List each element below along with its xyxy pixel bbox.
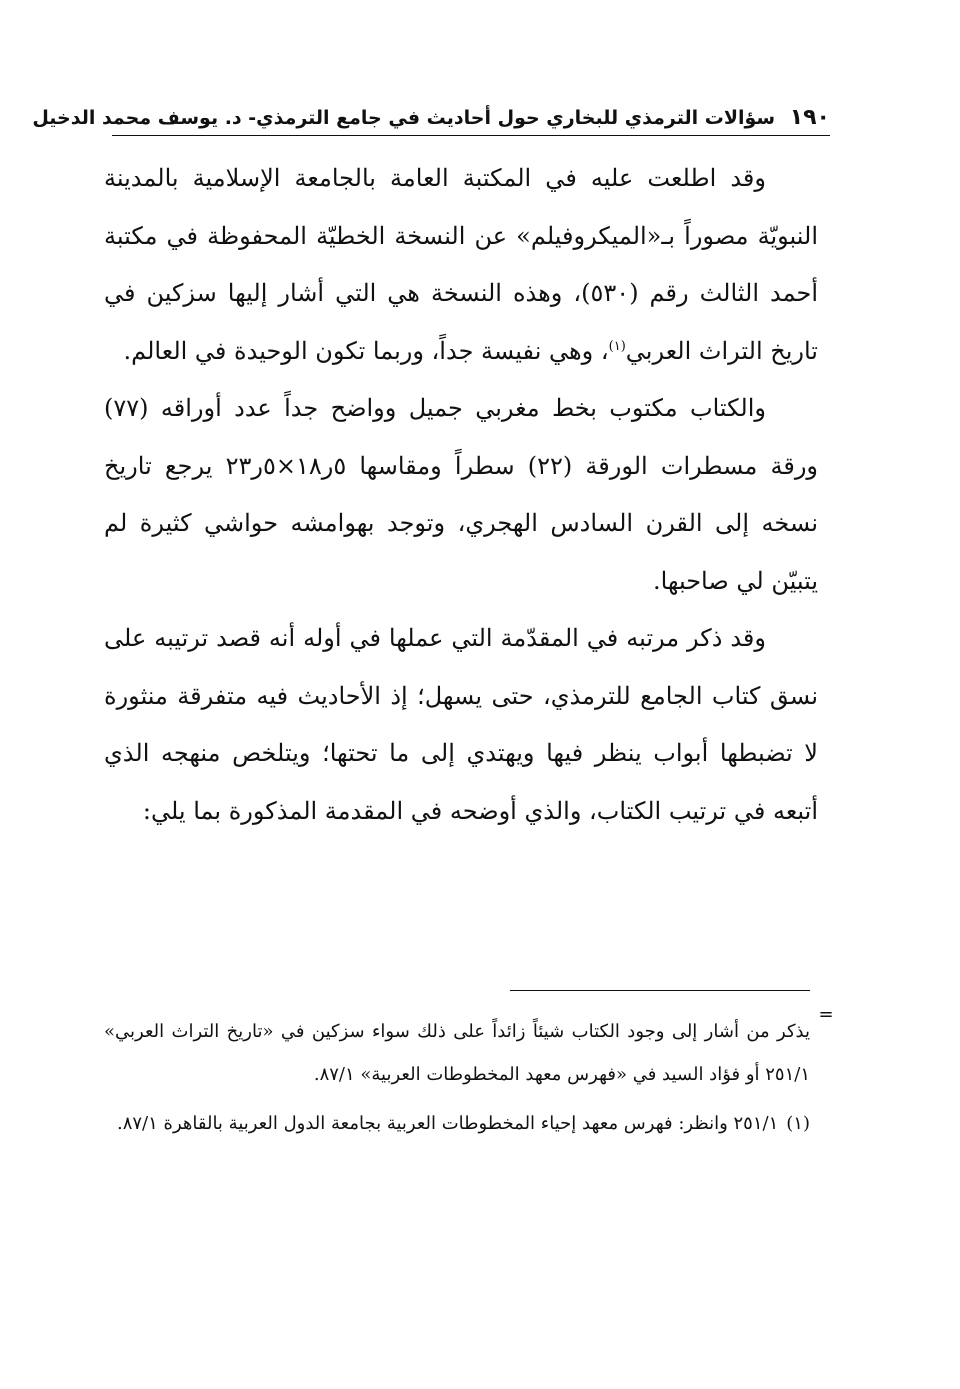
header-rule [112, 135, 830, 136]
footnote-continued: يذكر من أشار إلى وجود الكتاب شيئاً زائداً على ذلك سواء سزكين في «تاريخ التراث العربي» ٢٥١/١ أو فؤاد السيد في «فهرس معهد المخطوطات العربية» ٨٧/١. [104, 1021, 810, 1085]
footnote-reference-1[interactable]: (١) [608, 338, 626, 354]
paragraph-1-text-a: وقد اطلعت عليه في المكتبة العامة بالجامعة الإسلامية بالمدينة النبويّة مصوراً بـ«الميكروفيلم» عن النسخة الخطيّة المحفوظة في مكتبة أحمد الثالث رقم (٥٣٠)، وهذه النسخة هي التي أشار إليها سزكين في تاريخ التراث العربي [104, 164, 818, 365]
paragraph-3: وقد ذكر مرتبه في المقدّمة التي عملها في أوله أنه قصد ترتيبه على نسق كتاب الجامع للترمذي، حتى يسهل؛ إذ الأحاديث فيه متفرقة منثورة لا تضبطها أبواب ينظر فيها ويهتدي إلى ما تحتها؛ ويتلخص منهجه الذي أتبعه في ترتيب الكتاب، والذي أوضحه في المقدمة المذكورة بما يلي: [104, 624, 818, 825]
footnote-separator [510, 990, 810, 991]
running-title: سؤالات الترمذي للبخاري حول أحاديث في جامع الترمذي- د. يوسف محمد الدخيل [32, 107, 776, 129]
footnote-continuation-mark: = [818, 1004, 834, 1025]
paragraph-1 [104, 150, 818, 380]
footnote-1-text: ٢٥١/١ وانظر: فهرس معهد إحياء المخطوطات العربية بجامعة الدول العربية بالقاهرة ٨٧/١. [116, 1113, 779, 1134]
footnotes [104, 1010, 810, 1145]
paragraph-2: والكتاب مكتوب بخط مغربي جميل وواضح جداً عدد أوراقه (٧٧) ورقة مسطرات الورقة (٢٢) سطراً ومقاسها ٥ر١٨×٥ر٢٣ يرجع تاريخ نسخه إلى القرن السادس الهجري، وتوجد بهوامشه حواشي كثيرة لم يتبيّن لي صاحبها. [104, 394, 818, 595]
paragraph-1-text-b: ، وهي نفيسة جداً، وربما تكون الوحيدة في العالم. [123, 336, 609, 365]
running-header [32, 102, 830, 134]
footnote-1-number: (١) [786, 1113, 810, 1134]
page-number: ١٩٠ [789, 105, 830, 130]
main-text [104, 150, 818, 840]
footnote-1 [104, 1102, 810, 1145]
